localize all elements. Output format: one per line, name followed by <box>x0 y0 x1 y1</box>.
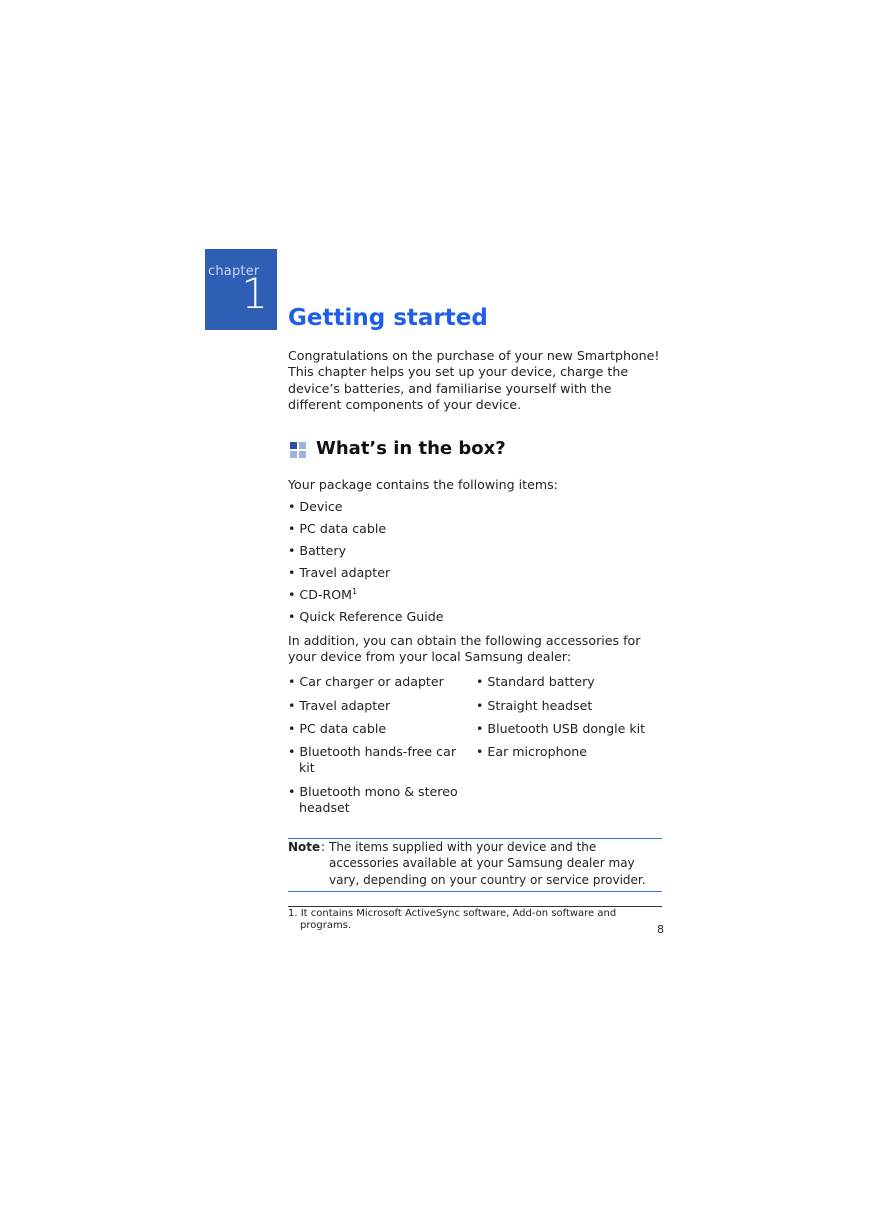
accessories-intro: In addition, you can obtain the following accessories for your device from your local Samsung dealer: <box>288 633 641 665</box>
footnote-divider <box>288 906 662 907</box>
page-number: 8 <box>657 923 664 936</box>
note-label: Note <box>288 840 321 854</box>
list-item: • PC data cable <box>288 521 387 536</box>
accessory-item: • Standard battery <box>476 674 595 689</box>
accessory-item: • PC data cable <box>288 721 387 736</box>
accessory-item: • Bluetooth USB dongle kit <box>476 721 646 736</box>
accessory-item: • Bluetooth mono & stereo headset <box>288 784 458 815</box>
footnote-marker: 1 <box>352 587 358 596</box>
page-title: Getting started <box>288 305 488 331</box>
accessory-item: • Ear microphone <box>476 744 587 759</box>
chapter-number: 1 <box>241 269 268 318</box>
accessory-item: • Car charger or adapter <box>288 674 444 689</box>
list-item-label: • CD-ROM <box>288 587 352 602</box>
note-text: The items supplied with your device and the accessories available at your Samsung dealer may vary, depending on your country or service provider. <box>329 840 646 887</box>
list-item: • Device <box>288 499 343 514</box>
list-item: • Quick Reference Guide <box>288 609 444 624</box>
note-bottom-divider <box>288 891 662 892</box>
list-item <box>288 587 443 609</box>
accessory-item: • Bluetooth hands-free car kit <box>288 744 457 775</box>
section-title: What’s in the box? <box>316 438 506 459</box>
list-item: • Battery <box>288 543 347 558</box>
accessory-item: • Travel adapter <box>288 698 391 713</box>
package-list <box>288 499 443 631</box>
chapter-badge <box>205 249 277 330</box>
package-intro: Your package contains the following items: <box>288 477 558 492</box>
accessory-item: • Straight headset <box>476 698 593 713</box>
footnote: 1. It contains Microsoft ActiveSync software, Add-on software and programs. <box>288 908 617 932</box>
intro-paragraph: Congratulations on the purchase of your new Smartphone! This chapter helps you set up your device, charge the device’s batteries, and familiarise yourself with the different components of your device. <box>288 348 660 413</box>
chapter-label: chapter <box>208 264 260 279</box>
note-colon: : <box>321 840 326 854</box>
list-item: • Travel adapter <box>288 565 391 580</box>
